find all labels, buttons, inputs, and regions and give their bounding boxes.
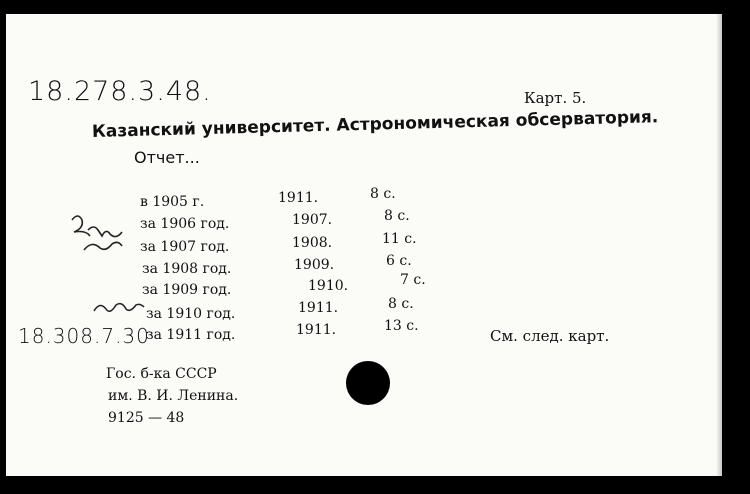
holding-copies-3: 11 с. [382,231,417,247]
card-heading: Казанский университет. Астрономическая обсерватория. [91,107,659,142]
call-number: 18.278.3.48. [28,76,212,107]
holding-period-3: за 1907 год. [140,239,230,255]
card-subheading: Отчет... [134,148,200,167]
punch-hole [346,361,390,405]
holding-copies-6: 8 с. [388,296,414,312]
holding-copies-1: 8 с. [370,186,396,202]
holding-year-7: 1911. [296,322,337,338]
second-call-number: 18.308.7.30 [18,324,150,348]
handwritten-mark-1 [66,210,146,260]
holding-period-1: в 1905 г. [140,194,205,210]
holding-period-6: за 1910 год. [146,306,236,322]
holding-period-7: за 1911 год. [146,327,236,343]
holding-period-4: за 1908 год. [142,261,232,277]
holding-year-6: 1911. [298,300,339,316]
handwritten-mark-2 [90,297,150,319]
see-next-card: См. след. карт. [490,327,610,345]
holding-year-3: 1908. [292,235,333,251]
library-line-2: им. В. И. Ленина. [108,388,239,404]
holding-copies-7: 13 с. [384,318,419,334]
library-line-1: Гос. б-ка СССР [106,366,217,382]
holding-period-2: за 1906 год. [140,216,230,232]
holding-copies-5: 7 с. [400,272,426,288]
holding-year-1: 1911. [278,190,319,206]
holding-period-5: за 1909 год. [142,282,232,298]
holding-year-4: 1909. [294,257,335,273]
holding-year-5: 1910. [308,278,349,294]
library-line-3: 9125 — 48 [108,410,185,426]
card-number: Карт. 5. [524,89,587,107]
holding-copies-4: 6 с. [386,253,412,269]
catalog-card [6,14,722,476]
holding-year-2: 1907. [292,212,333,228]
holding-copies-2: 8 с. [384,208,410,224]
